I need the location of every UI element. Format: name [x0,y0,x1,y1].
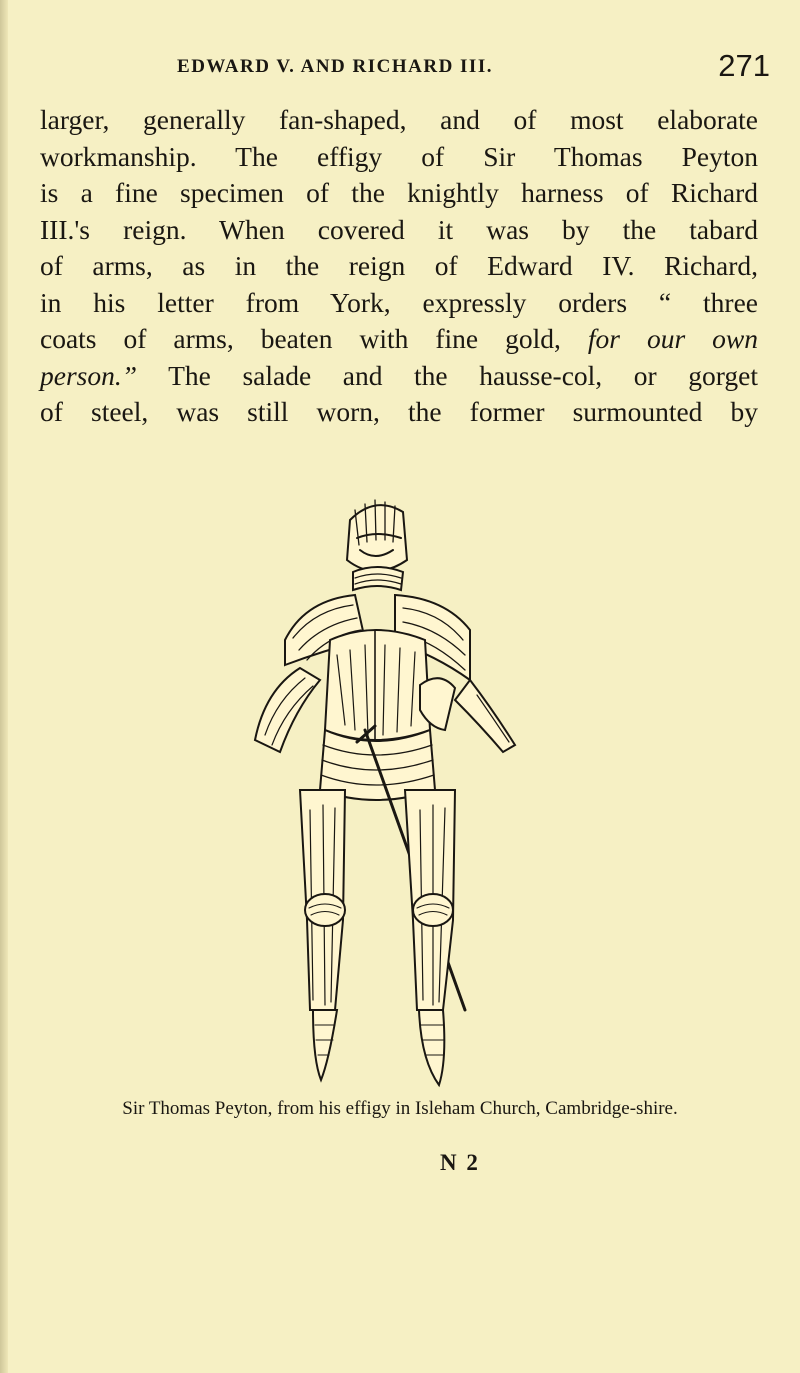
page-number: 271 [718,48,770,83]
text-line: is a fine specimen of the knightly harness of Richard [40,177,758,208]
effigy-illustration [225,490,525,1090]
italic-phrase: person.” [40,359,138,391]
text-segment: coats of arms, beaten with fine gold, [40,323,561,354]
text-line: of steel, was still worn, the former surmounted by [40,396,758,427]
running-title: EDWARD V. AND RICHARD III. [177,56,493,77]
text-line: workmanship. The effigy of Sir Thomas Peyton [40,140,758,172]
text-line: in his letter from York, expressly orders “ three [40,286,758,318]
text-line [40,358,758,395]
effigy-engraving [225,490,525,1090]
text-segment: The salade and the hausse-col, or gorget [168,359,758,391]
signature-mark: N 2 [440,1150,480,1175]
italic-phrase: for our own [587,323,758,354]
figure-caption: Sir Thomas Peyton, from his effigy in Isleham Church, Cambridge-shire. [122,1098,678,1119]
text-line: larger, generally fan-shaped, and of most elaborate [40,104,758,135]
text-line: of arms, as in the reign of Edward IV. Richard, [40,250,758,281]
body-text [40,102,758,431]
running-head [40,48,770,88]
text-line [40,321,758,358]
text-line: III.'s reign. When covered it was by the tabard [40,213,758,245]
page-edge [0,0,8,1373]
